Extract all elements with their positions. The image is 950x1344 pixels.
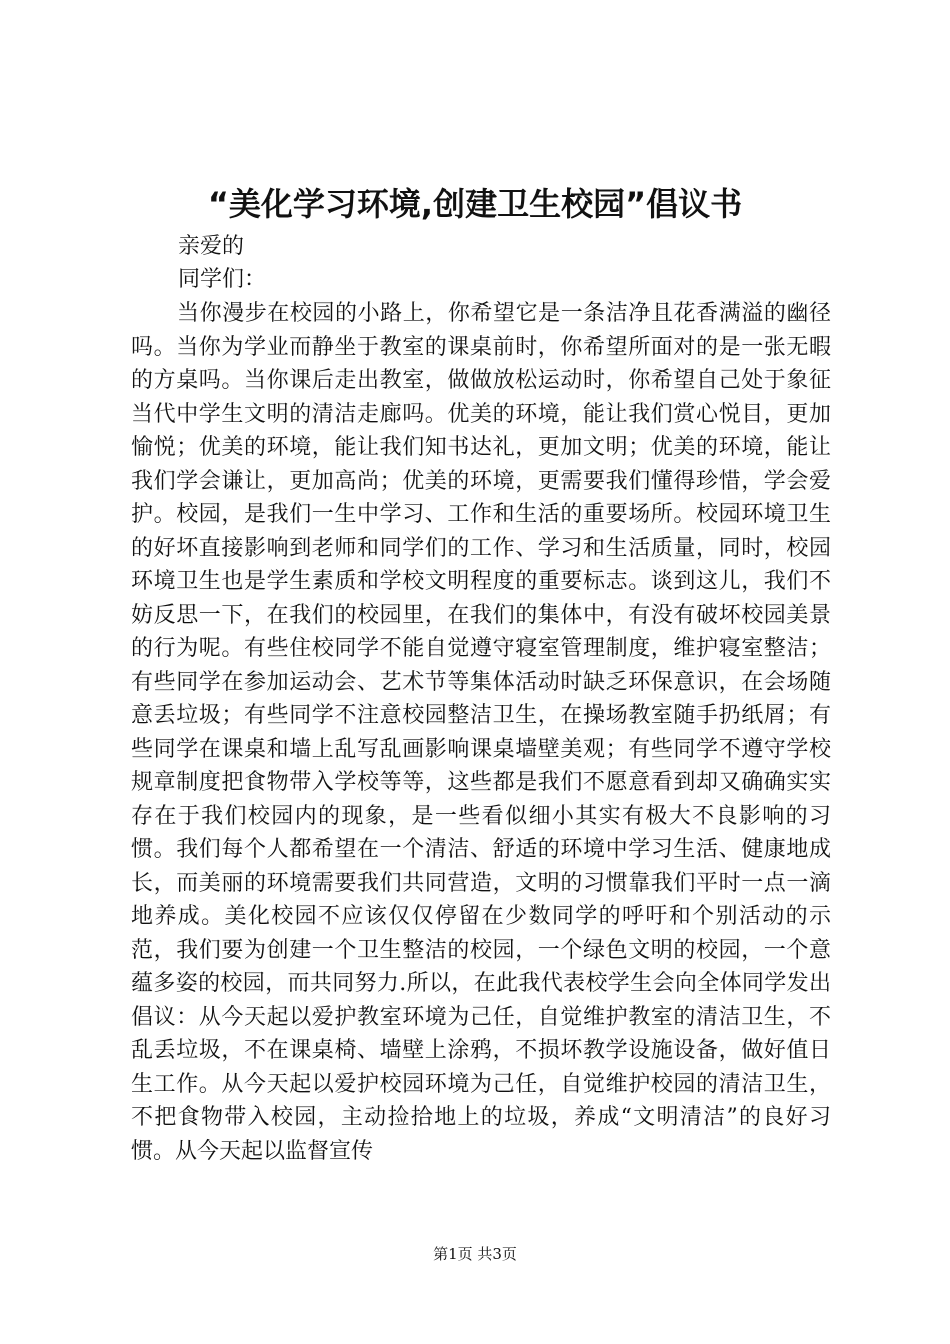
page-number: 第1页 共3页 (433, 1245, 517, 1263)
salutation-line-2: 同学们： (178, 267, 267, 292)
body-paragraph: 当你漫步在校园的小路上，你希望它是一条洁净且花香满溢的幽径吗。当你为学业而静坐于教室的课桌前时，你希望所面对的是一张无暇的方桌吗。当你课后走出教室，做做放松运动时，你希望自己处于象征当代中学生文明的清洁走廊吗。优美的环境，能让我们赏心悦目，更加愉悦；优美的环境，能让我们知书达礼，更加文明；优美的环境，能让我们学会谦让，更加高尚；优美的环境，更需要我们懂得珍惜，学会爱护。校园，是我们一生中学习、工作和生活的重要场所。校园环境卫生的好坏直接影响到老师和同学们的工作、学习和生活质量，同时，校园环境卫生也是学生素质和学校文明程度的重要标志。谈到这儿，我们不妨反思一下，在我们的校园里，在我们的集体中，有没有破坏校园美景的行为呢。有些住校同学不能自觉遵守寝室管理制度，维护寝室整洁；有些同学在参加运动会、艺术节等集体活动时缺乏环保意识，在会场随意丢垃圾；有些同学不注意校园整洁卫生，在操场教室随手扔纸屑；有些同学在课桌和墙上乱写乱画影响课桌墙壁美观；有些同学不遵守学校规章制度把食物带入学校等等，这些都是我们不愿意看到却又确确实实存在于我们校园内的现象，是一些看似细小其实有极大不良影响的习惯。我们每个人都希望在一个清洁、舒适的环境中学习生活、健康地成长，而美丽的环境需要我们共同营造，文明的习惯靠我们平时一点一滴地养成。美化校园不应该仅仅停留在少数同学的呼吁和个别活动的示范，我们要为创建一个卫生整洁的校园，一个绿色文明的校园，一个意蕴多姿的校园，而共同努力.所以，在此我代表校学生会向全体同学发出倡议：从今天起以爱护教室环境为己任，自觉维护教室的清洁卫生，不乱丢垃圾，不在课桌椅、墙壁上涂鸦，不损坏教学设施设备，做好值日生工作。从今天起以爱护校园环境为己任，自觉维护校园的清洁卫生，不把食物带入校园，主动捡拾地上的垃圾，养成“文明清洁”的良好习惯。从今天起以监督宣传 (131, 301, 831, 1164)
document-title: “美化学习环境,创建卫生校园”倡议书 (207, 185, 743, 223)
salutation-line-1: 亲爱的 (178, 234, 245, 259)
